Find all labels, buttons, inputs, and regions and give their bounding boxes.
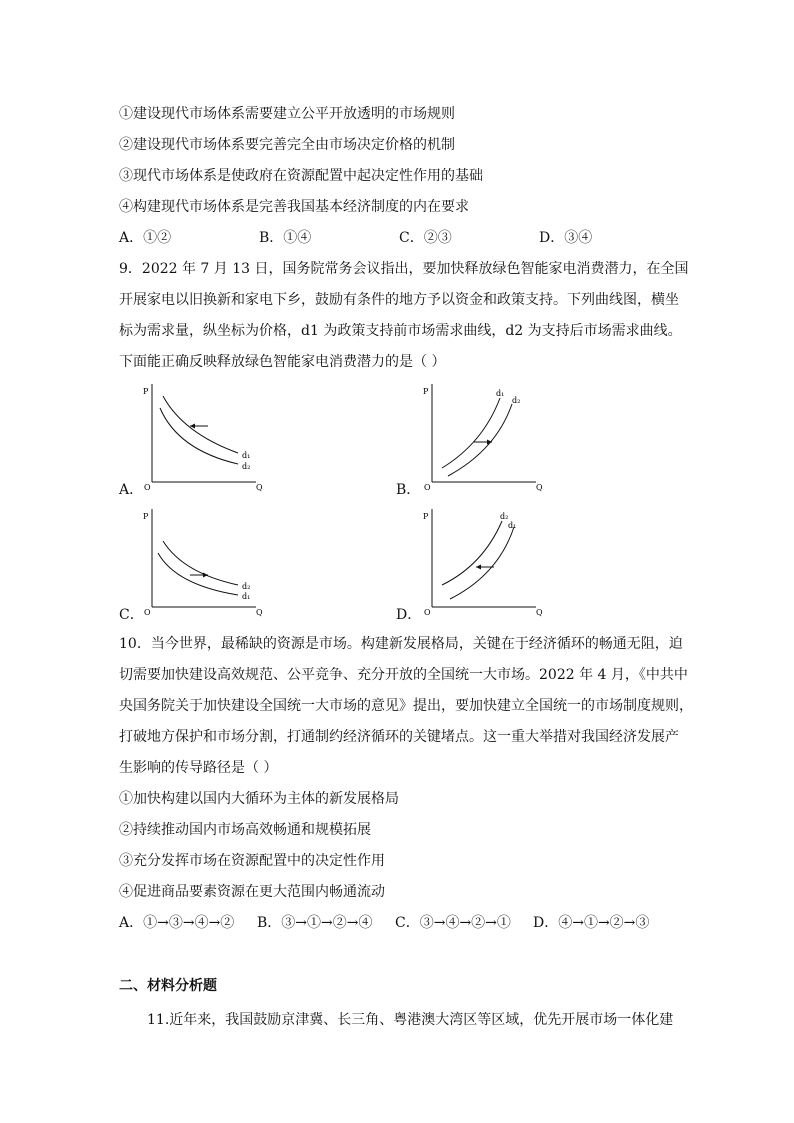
axis-p-label: P — [143, 512, 149, 521]
curve-d1 — [158, 553, 238, 595]
q9-graph-label-c[interactable]: C． — [119, 607, 144, 623]
curve-label-2: d₁ — [242, 592, 251, 601]
curve-d1 — [442, 398, 500, 468]
q8-statement-3: ③现代市场体系是使政府在资源配置中起决定性作用的基础 — [119, 168, 483, 184]
q9-graph-a — [138, 378, 278, 493]
curve-label-1: d₂ — [242, 582, 251, 591]
axis-o-label: O — [424, 483, 431, 492]
q9-stem-line-1: 9．2022 年 7 月 13 日，国务院常务会议指出，要加快释放绿色智能家电消费潜力，在全国 — [119, 261, 689, 277]
curve-d2 — [448, 404, 512, 476]
q9-graph-b — [418, 378, 558, 493]
curve-d2 — [163, 541, 238, 585]
q8-option-a[interactable]: A．①② — [119, 230, 172, 246]
q10-options — [119, 913, 649, 933]
q10-option-a[interactable]: A．①→③→④→② — [119, 915, 235, 931]
q9-stem-line-4: 下面能正确反映释放绿色智能家电消费潜力的是（ ） — [119, 354, 446, 370]
axis-q-label: Q — [536, 483, 543, 492]
curve-label-2: d₁ — [508, 521, 517, 530]
section-title: 二、材料分析题 — [119, 978, 217, 994]
q10-option-c[interactable]: C．③→④→②→① — [395, 915, 511, 931]
q10-stem-line-3: 央国务院关于加快建设全国统一大市场的意见》提出，要加快建立全国统一的市场制度规则， — [119, 698, 693, 714]
q10-statement-1: ①加快构建以国内大循环为主体的新发展格局 — [119, 791, 399, 807]
q9-graph-label-b[interactable]: B． — [396, 482, 421, 498]
q8-option-c[interactable]: C．②③ — [399, 230, 452, 246]
axis-q-label: Q — [536, 608, 543, 617]
q9-stem-line-3: 标为需求量，纵坐标为价格，d1 为政策支持前市场需求曲线，d2 为支持后市场需求曲线。 — [119, 323, 682, 339]
q9-stem-line-2: 开展家电以旧换新和家电下乡，鼓励有条件的地方予以资金和政策支持。下列曲线图，横坐 — [119, 292, 679, 308]
q10-stem-line-4: 打破地方保护和市场分割，打通制约经济循环的关键堵点。这一重大举措对我国经济发展产 — [119, 729, 679, 745]
axis-q-label: Q — [256, 483, 263, 492]
q8-statement-1: ①建设现代市场体系需要建立公平开放透明的市场规则 — [119, 106, 455, 122]
q9-graph-d — [418, 503, 558, 618]
axis-p-label: P — [423, 512, 429, 521]
curve-d1 — [450, 527, 514, 599]
curve-label-1: d₁ — [242, 451, 251, 460]
q8-statement-4: ④构建现代市场体系是完善我国基本经济制度的内在要求 — [119, 199, 469, 215]
q8-options — [119, 228, 592, 248]
q9-graph-label-d[interactable]: D． — [396, 607, 422, 623]
arrow-head — [203, 573, 208, 578]
q9-graph-label-a[interactable]: A． — [119, 482, 144, 498]
curve-d2 — [160, 408, 238, 464]
q10-statement-2: ②持续推动国内市场高效畅通和规模拓展 — [119, 822, 371, 838]
q8-option-d[interactable]: D．③④ — [539, 230, 593, 246]
axis-p-label: P — [423, 387, 429, 396]
axis-p-label: P — [143, 387, 149, 396]
q10-stem-line-5: 生影响的传导路径是（ ） — [119, 760, 278, 776]
curve-label-1: d₂ — [500, 512, 509, 521]
q8-statement-2: ②建设现代市场体系要完善完全由市场决定价格的机制 — [119, 137, 455, 153]
arrow-head — [476, 565, 481, 570]
curve-label-1: d₁ — [496, 389, 505, 398]
q10-stem-line-1: 10．当今世界，最稀缺的资源是市场。构建新发展格局，关键在于经济循环的畅通无阻，迫 — [119, 636, 683, 652]
q10-statement-4: ④促进商品要素资源在更大范围内畅通流动 — [119, 884, 385, 900]
q11-stem-line-1: 11.近年来，我国鼓励京津冀、长三角、粤港澳大湾区等区域，优先开展市场一体化建 — [147, 1012, 674, 1028]
q10-option-d[interactable]: D．④→①→②→③ — [533, 915, 650, 931]
q10-statement-3: ③充分发挥市场在资源配置中的决定性作用 — [119, 853, 385, 869]
curve-d2 — [442, 521, 502, 585]
curve-label-2: d₂ — [512, 396, 521, 405]
q10-stem-line-2: 切需要加快建设高效规范、公平竞争、充分开放的全国统一大市场。2022 年 4 月，《中共中 — [119, 667, 688, 683]
curve-label-2: d₂ — [242, 462, 251, 471]
curve-d1 — [163, 396, 238, 453]
q8-option-b[interactable]: B．①④ — [259, 230, 312, 246]
axis-o-label: O — [424, 608, 431, 617]
axis-o-label: O — [144, 483, 151, 492]
axis-q-label: Q — [256, 608, 263, 617]
q10-option-b[interactable]: B．③→①→②→④ — [257, 915, 373, 931]
q9-graph-c — [138, 503, 278, 618]
axis-o-label: O — [144, 608, 151, 617]
